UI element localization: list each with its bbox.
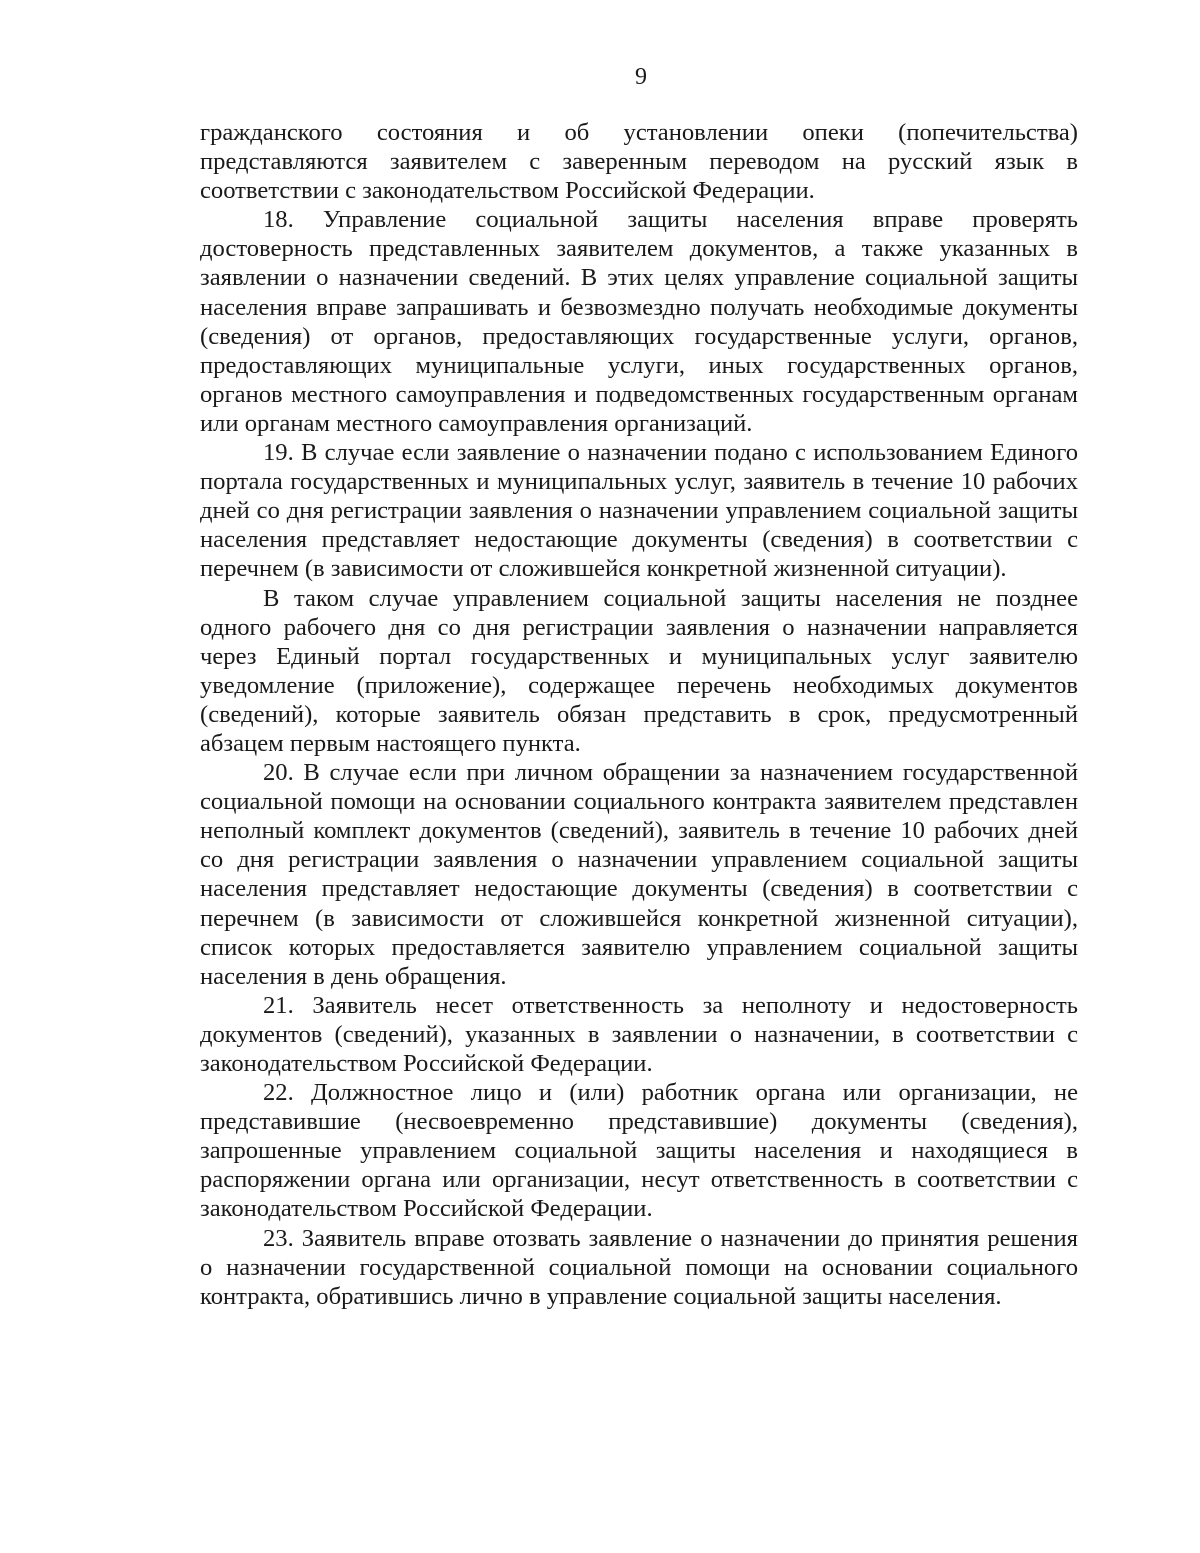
paragraph-20: 20. В случае если при личном обращении за назначением государственной социальной помощи на основании социального контракта заявителем представлен неполный комплект документов (сведений), заявитель в течение 10 рабочих дней со дня регистрации заявления о назначении управлением социальной защиты населения представляет недостающие документы (сведения) в соответствии с перечнем (в зависимости от сложившейся конкретной жизненной ситуации), список которых предоставляется заявителю управлением социальной защиты населения в день обращения.	[200, 759, 1078, 990]
paragraph-continuation: гражданского состояния и об установлении опеки (попечительства) представляются заявителем с заверенным переводом на русский язык в соответствии с законодательством Российской Федерации.	[200, 119, 1078, 205]
page-number: 9	[635, 64, 647, 90]
paragraph-21: 21. Заявитель несет ответственность за неполноту и недостоверность документов (сведений), указанных в заявлении о назначении, в соответствии с законодательством Российской Федерации.	[200, 991, 1078, 1077]
paragraph-18: 18. Управление социальной защиты населения вправе проверять достоверность представленных заявителем документов, а также указанных в заявлении о назначении сведений. В этих целях управление социальной защиты населения вправе запрашивать и безвозмездно получать необходимые документы (сведения) от органов, предоставляющих государственные услуги, органов, предоставляющих муниципальные услуги, иных государственных органов, органов местного самоуправления и подведомственных государственным органам или органам местного самоуправления организаций.	[200, 206, 1078, 437]
paragraph-23: 23. Заявитель вправе отозвать заявление о назначении до принятия решения о назначении государственной социальной помощи на основании социального контракта, обратившись лично в управление социальной защиты населения.	[200, 1224, 1078, 1310]
paragraph-19-second: В таком случае управлением социальной защиты населения не позднее одного рабочего дня со дня регистрации заявления о назначении направляется через Единый портал государственных и муниципальных услуг заявителю уведомление (приложение), содержащее перечень необходимых документов (сведений), которые заявитель обязан представить в срок, предусмотренный абзацем первым настоящего пункта.	[200, 584, 1078, 757]
paragraph-22: 22. Должностное лицо и (или) работник органа или организации, не представившие (несвоевременно представившие) документы (сведения), запрошенные управлением социальной защиты населения и находящиеся в распоряжении органа или организации, несут ответственность в соответствии с законодательством Российской Федерации.	[200, 1079, 1078, 1223]
paragraph-19: 19. В случае если заявление о назначении подано с использованием Единого портала государственных и муниципальных услуг, заявитель в течение 10 рабочих дней со дня регистрации заявления о назначении управлением социальной защиты населения представляет недостающие документы (сведения) в соответствии с перечнем (в зависимости от сложившейся конкретной жизненной ситуации).	[200, 439, 1078, 583]
document-body	[200, 118, 1078, 1311]
